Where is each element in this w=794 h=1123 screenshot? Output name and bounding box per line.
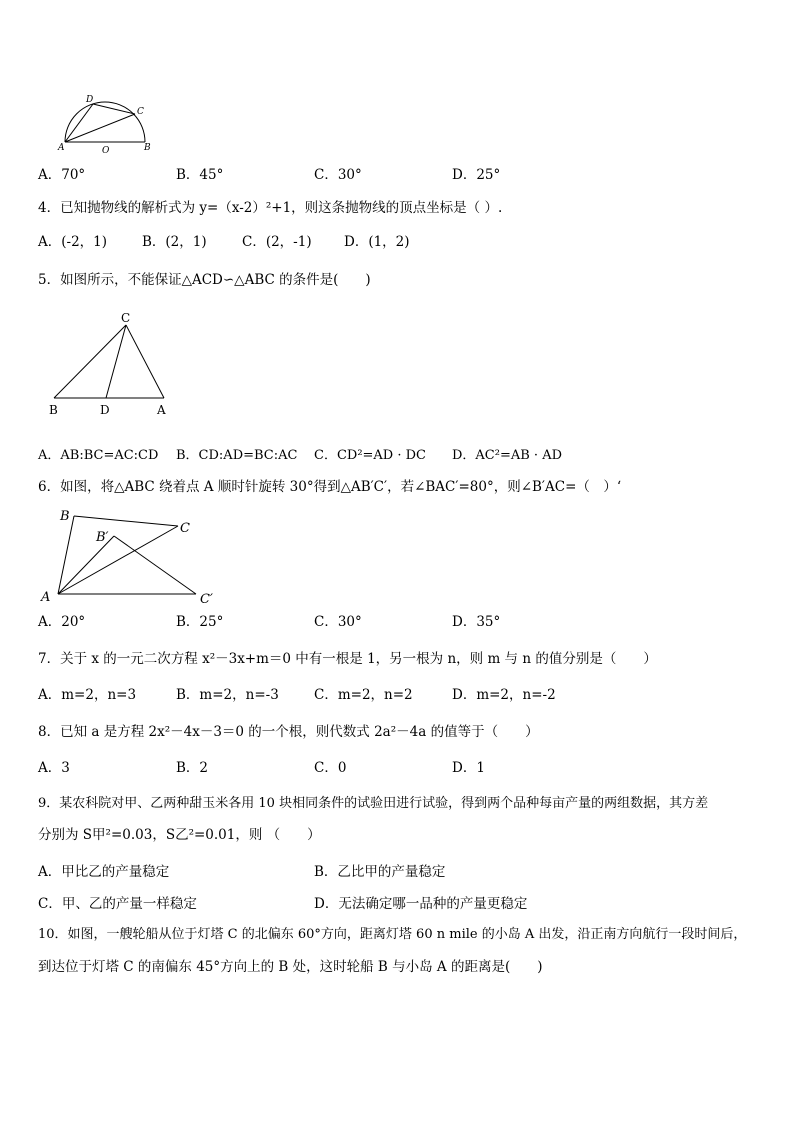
q9-option-a: A．甲比乙的产量稳定 bbox=[38, 864, 170, 880]
q5-label-B: B bbox=[49, 403, 58, 417]
q5-label-D: D bbox=[100, 403, 110, 417]
q5-segment-CD bbox=[106, 325, 126, 398]
q5-stem: 5．如图所示，不能保证△ACD∽△ABC 的条件是( ) bbox=[38, 272, 371, 288]
q8-option-b: B．2 bbox=[176, 760, 209, 776]
q6-segment-AC bbox=[58, 526, 178, 594]
q6-option-b: B．25° bbox=[176, 614, 224, 630]
q6-stem: 6．如图，将△ABC 绕着点 A 顺时针旋转 30°得到△AB′C′，若∠BAC′=80°，则∠B′AC=（ ）‘ bbox=[38, 479, 622, 495]
q7-option-b: B．m=2，n=-3 bbox=[176, 687, 279, 703]
q8-option-a: A．3 bbox=[38, 760, 70, 776]
q6-option-c: C．30° bbox=[314, 614, 362, 630]
q7-option-a: A．m=2，n=3 bbox=[38, 687, 137, 703]
q5-triangle-figure bbox=[40, 305, 180, 420]
q5-side-CA bbox=[126, 325, 164, 398]
q6-option-d: D．35° bbox=[452, 614, 501, 630]
q3-option-a: A．70° bbox=[38, 167, 86, 183]
q3-label-C: C bbox=[137, 107, 144, 117]
q10-stem-line2: 到达位于灯塔 C 的南偏东 45°方向上的 B 处，这时轮船 B 与小岛 A 的距离是( ) bbox=[38, 959, 543, 975]
q5-side-BC bbox=[54, 325, 126, 398]
q6-label-A: A bbox=[41, 590, 51, 605]
q9-stem-line1: 9．某农科院对甲、乙两种甜玉米各用 10 块相同条件的试验田进行试验，得到两个品种每亩产量的两组数据，其方差 bbox=[38, 796, 709, 811]
q3-option-b: B．45° bbox=[176, 167, 224, 183]
q5-option-c: C．CD²=AD · DC bbox=[314, 448, 426, 463]
q7-stem: 7．关于 x 的一元二次方程 x²－3x+m＝0 中有一根是 1，另一根为 n，则 m 与 n 的值分别是（ ） bbox=[38, 651, 657, 667]
q4-option-d: D．(1，2) bbox=[344, 234, 410, 250]
q9-option-d: D．无法确定哪一品种的产量更稳定 bbox=[314, 896, 528, 912]
q6-segment-BC bbox=[74, 516, 178, 526]
q6-rotation-figure bbox=[38, 504, 228, 610]
q7-option-d: D．m=2，n=-2 bbox=[452, 687, 556, 703]
q5-option-b: B．CD:AD=BC:AC bbox=[176, 448, 298, 463]
q3-label-B: B bbox=[144, 143, 151, 153]
q5-option-d: D．AC²=AB · AD bbox=[452, 448, 563, 463]
q6-option-a: A．20° bbox=[38, 614, 86, 630]
q9-option-c: C．甲、乙的产量一样稳定 bbox=[38, 896, 197, 912]
q7-option-c: C．m=2，n=2 bbox=[314, 687, 413, 703]
q6-label-B1: B′ bbox=[96, 530, 109, 545]
q3-chord-DC bbox=[93, 104, 135, 114]
q4-option-b: B．(2，1) bbox=[142, 234, 207, 250]
q6-segment-B1C1 bbox=[114, 536, 196, 594]
q3-label-A: A bbox=[58, 143, 65, 153]
q3-arc bbox=[65, 102, 145, 142]
q6-segment-AB bbox=[58, 516, 74, 594]
q9-option-b: B．乙比甲的产量稳定 bbox=[314, 864, 446, 880]
q5-label-A: A bbox=[157, 403, 166, 417]
q4-option-c: C．(2，-1) bbox=[242, 234, 312, 250]
q3-option-c: C．30° bbox=[314, 167, 362, 183]
q5-label-C: C bbox=[121, 311, 131, 325]
q6-label-C1: C′ bbox=[200, 592, 213, 607]
q3-label-D: D bbox=[86, 95, 94, 105]
q8-option-c: C．0 bbox=[314, 760, 347, 776]
q6-label-B: B bbox=[60, 509, 70, 524]
q3-semicircle-figure bbox=[55, 92, 160, 154]
q9-stem-line2: 分别为 S甲²=0.03，S乙²=0.01，则 （ ） bbox=[38, 827, 321, 843]
q4-option-a: A．(-2，1) bbox=[38, 234, 108, 250]
q3-label-O: O bbox=[102, 146, 110, 154]
q8-stem: 8．已知 a 是方程 2x²－4x－3＝0 的一个根，则代数式 2a²－4a 的值等于（ ） bbox=[38, 724, 539, 740]
q3-option-d: D．25° bbox=[452, 167, 501, 183]
q8-option-d: D．1 bbox=[452, 760, 485, 776]
q6-label-C: C bbox=[180, 521, 190, 536]
q5-option-a: A．AB:BC=AC:CD bbox=[38, 448, 159, 463]
q4-stem: 4．已知抛物线的解析式为 y=（x-2）²+1，则这条抛物线的顶点坐标是（ ）. bbox=[38, 200, 503, 216]
q10-stem-line1: 10．如图，一艘轮船从位于灯塔 C 的北偏东 60°方向，距离灯塔 60 n mile 的小岛 A 出发，沿正南方向航行一段时间后， bbox=[38, 927, 747, 942]
